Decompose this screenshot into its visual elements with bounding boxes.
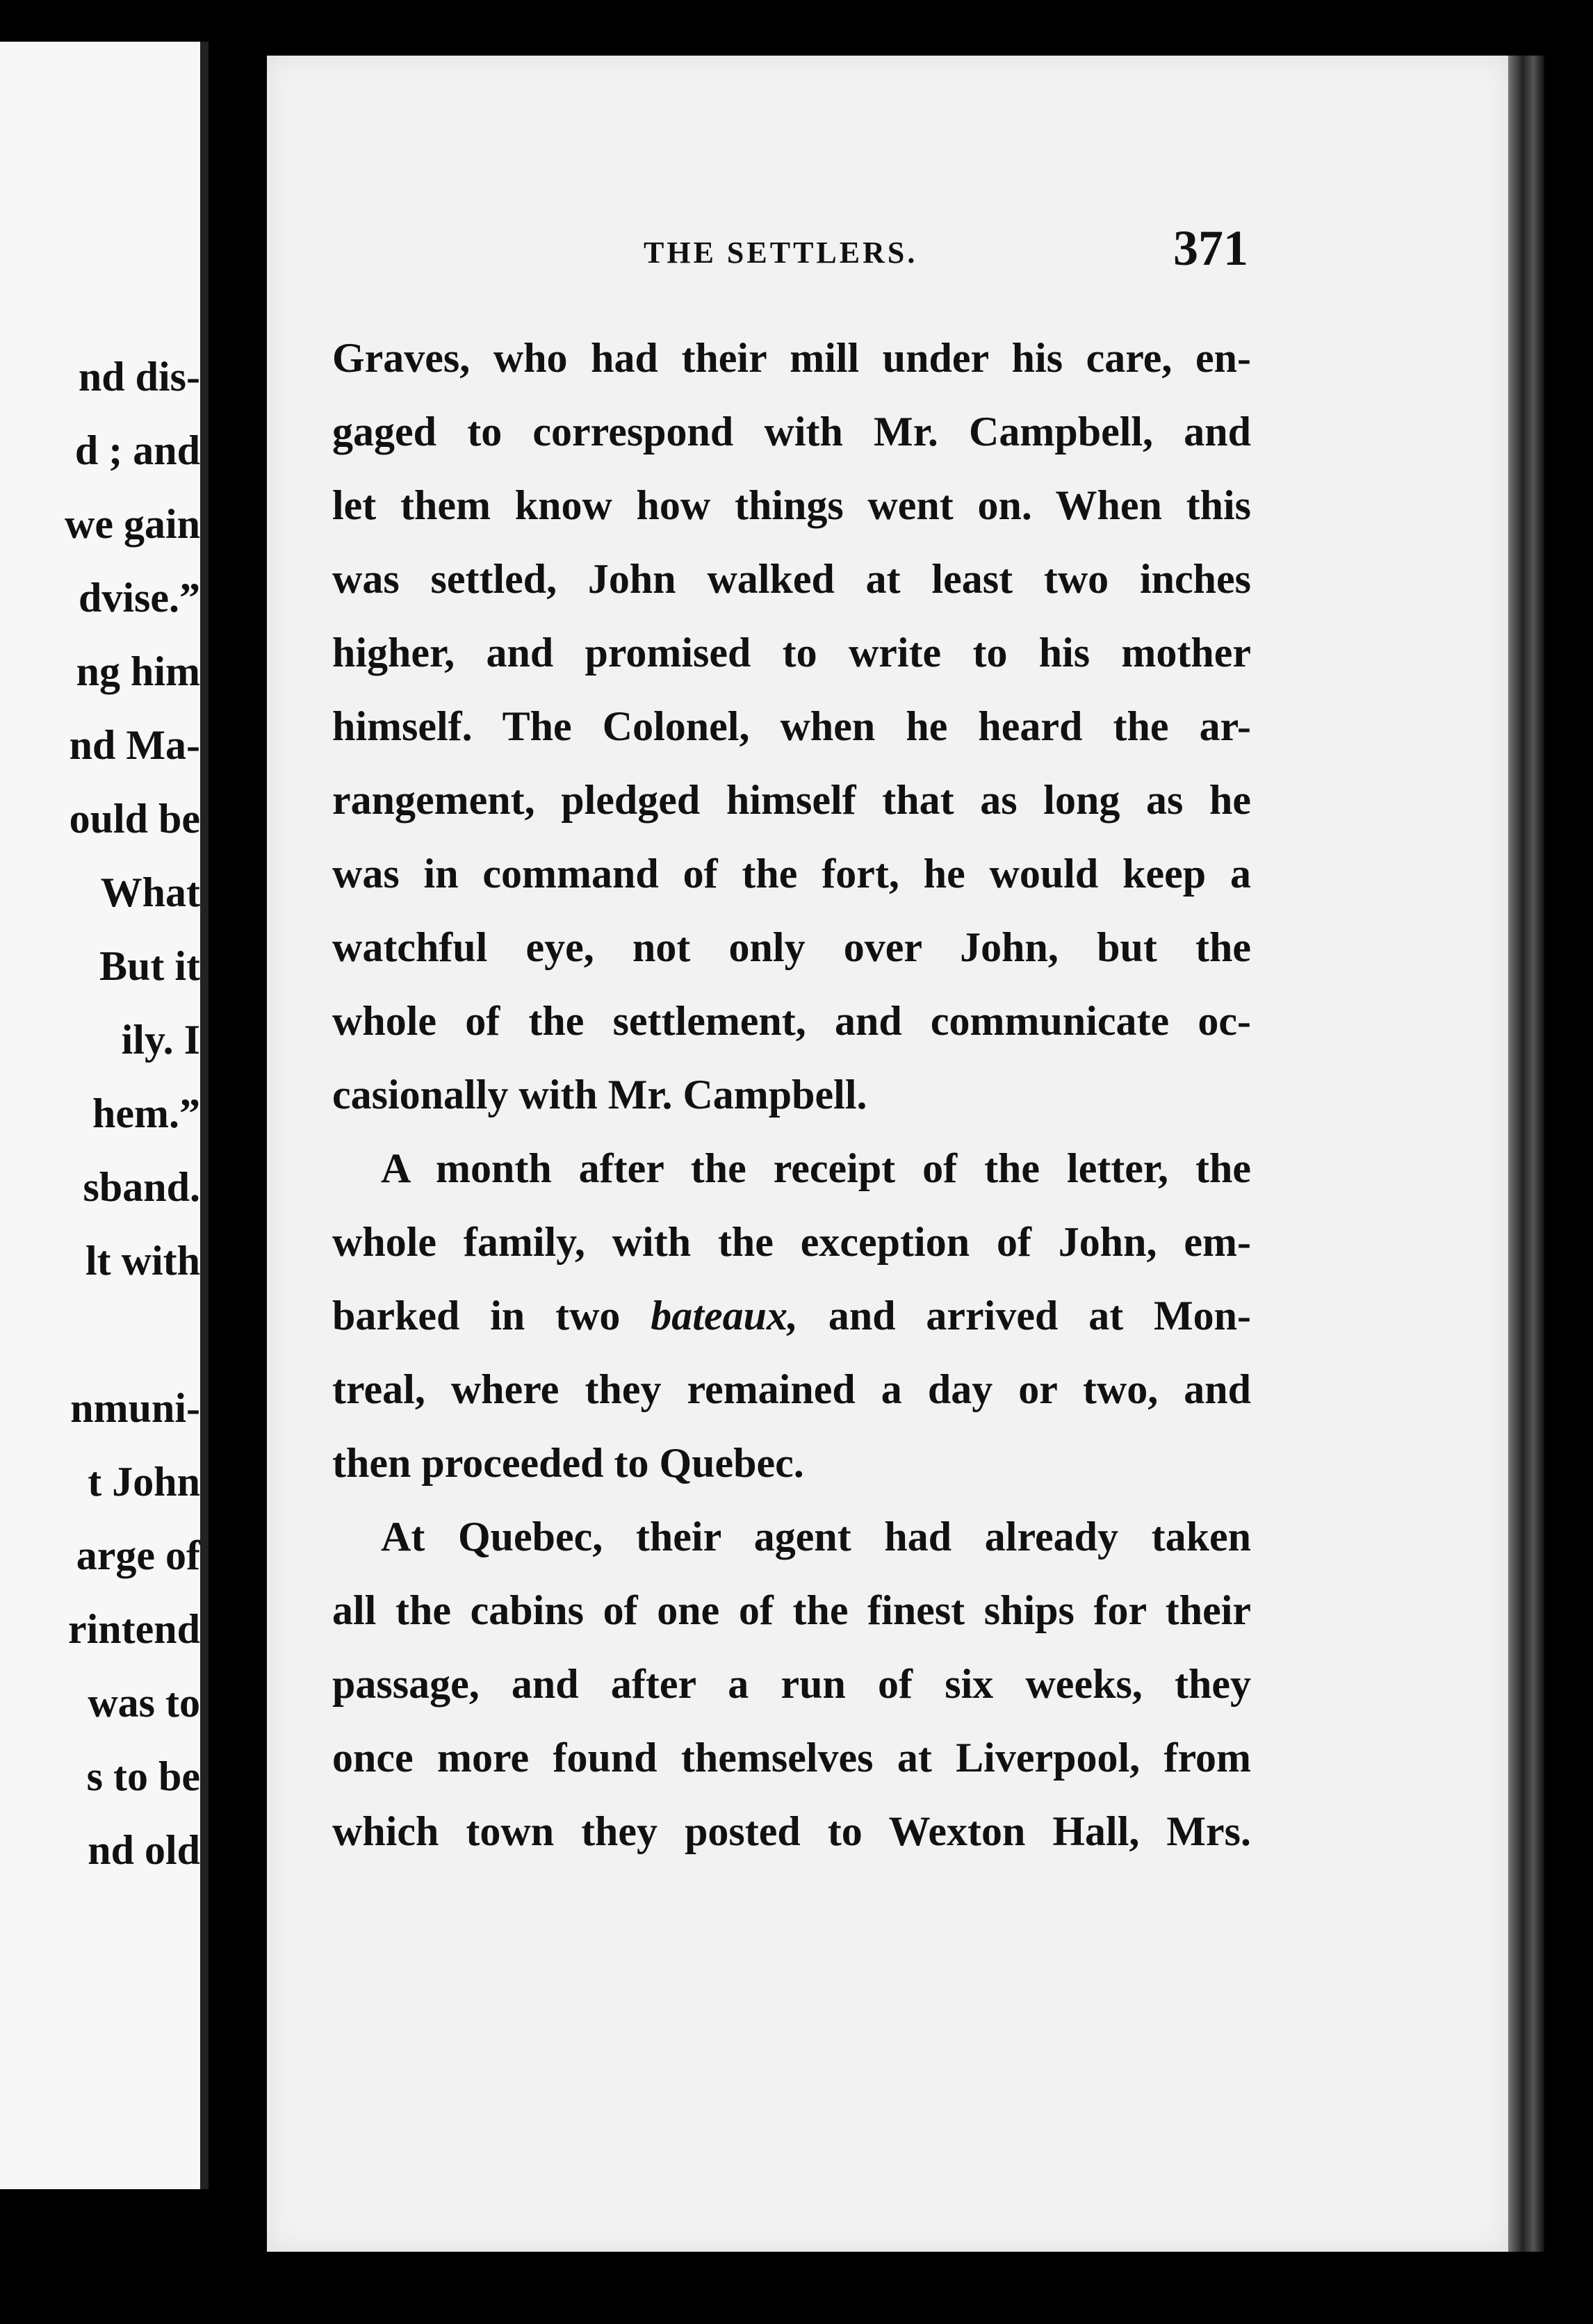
left-page-gutter (200, 42, 209, 2189)
text-line: whole of the settlement, and communicate oc- (332, 998, 1251, 1044)
left-page-line: lt with (85, 1238, 200, 1284)
text-line: was in command of the fort, he would keep a (332, 851, 1251, 897)
left-page-line: we gain (65, 501, 200, 547)
left-page-line: But it (99, 943, 200, 989)
paragraph-2 (332, 1131, 1251, 1500)
text-line: At Quebec, their agent had already taken (381, 1514, 1251, 1560)
running-head: THE SETTLERS. (644, 236, 918, 270)
paragraph-3 (332, 1500, 1251, 1868)
page-edge-shadow (1508, 56, 1544, 2252)
left-page-line: hem.” (92, 1090, 200, 1136)
text-line: himself. The Colonel, when he heard the ar- (332, 703, 1251, 749)
text-line: higher, and promised to write to his mother (332, 630, 1251, 676)
text-line: treal, where they remained a day or two, and (332, 1366, 1251, 1412)
text-line: casionally with Mr. Campbell. (332, 1072, 867, 1118)
left-page-line: nd old (88, 1827, 200, 1873)
text-line: passage, and after a run of six weeks, they (332, 1661, 1251, 1707)
left-page-line: arge of (76, 1532, 200, 1578)
left-page-line: ng him (76, 648, 200, 694)
page-body (332, 321, 1251, 1868)
text-line-with-italic (332, 1279, 1251, 1352)
left-page-line: What (100, 869, 200, 915)
text-line: which town they posted to Wexton Hall, Mrs. (332, 1808, 1251, 1854)
text-line: was settled, John walked at least two inches (332, 556, 1251, 602)
italic-word: bateaux, (651, 1293, 798, 1339)
text-segment: and arrived at Mon- (828, 1293, 1252, 1339)
left-page-line: was to (88, 1680, 200, 1726)
text-line: A month after the receipt of the letter, the (381, 1145, 1251, 1191)
text-line: Graves, who had their mill under his care, en- (332, 335, 1251, 381)
left-page-line: nd dis- (78, 354, 200, 400)
text-line: once more found themselves at Liverpool, from (332, 1735, 1251, 1781)
text-line: watchful eye, not only over John, but the (332, 924, 1251, 970)
text-line: all the cabins of one of the finest ships for their (332, 1587, 1251, 1633)
text-line: gaged to correspond with Mr. Campbell, and (332, 409, 1251, 455)
left-page-line: ily. I (121, 1017, 200, 1063)
text-segment: barked in two (332, 1293, 621, 1339)
left-page-line: nd Ma- (69, 722, 200, 768)
text-line: then proceeded to Quebec. (332, 1440, 804, 1486)
page-number: 371 (1173, 220, 1248, 276)
left-page-line: t John (88, 1459, 200, 1505)
left-page-line: d ; and (74, 427, 200, 473)
left-page-line: sband. (83, 1164, 200, 1210)
text-line: let them know how things went on. When this (332, 482, 1251, 528)
left-facing-page (0, 42, 209, 2189)
paragraph-1 (332, 321, 1251, 1131)
left-page-line: rintend (67, 1606, 200, 1652)
left-page-line: ould be (69, 796, 200, 842)
text-line: rangement, pledged himself that as long as he (332, 777, 1251, 823)
left-page-line: nmuni- (70, 1385, 200, 1431)
left-page-line: dvise.” (78, 575, 200, 621)
left-page-line: s to be (86, 1753, 200, 1799)
text-line: whole family, with the exception of John, em- (332, 1219, 1251, 1265)
